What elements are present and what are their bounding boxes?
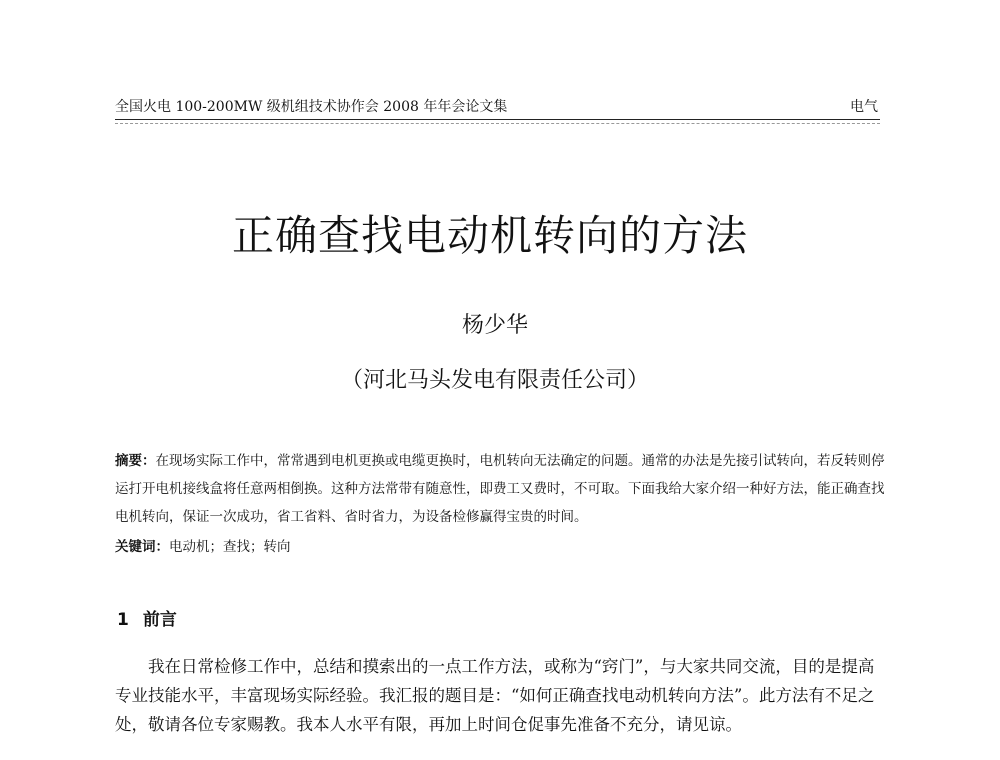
section-body-paragraph: 我在日常检修工作中，总结和摸索出的一点工作方法，或称为“窍门”，与大家共同交流，目的是提高专业技能水平，丰富现场实际经验。我汇报的题目是：“如何正确查找电动机转向方法”。此方法有不足之处，敬请各位专家赐教。我本人水平有限，再加上时间仓促事先准备不充分，请见谅。: [115, 657, 875, 734]
running-header: [115, 95, 880, 120]
abstract-block: [115, 447, 885, 531]
abstract-label: 摘要：: [115, 453, 156, 469]
paper-title: 正确查找电动机转向的方法: [231, 211, 748, 260]
section-title: 前言: [142, 610, 177, 630]
keywords-block: [115, 533, 885, 561]
paper-affiliation: （河北马头发电有限责任公司）: [340, 368, 649, 393]
header-divider: [115, 123, 880, 124]
section-number: 1: [117, 610, 129, 630]
keywords-label: 关键词：: [115, 539, 169, 555]
keywords-text: 电动机；查找；转向: [169, 539, 291, 555]
header-proceedings-title: 全国火电 100-200MW 级机组技术协作会 2008 年年会论文集: [115, 99, 508, 115]
section-heading: [117, 608, 177, 632]
abstract-text: 在现场实际工作中，常常遇到电机更换或电缆更换时，电机转向无法确定的问题。通常的办法是先接引试转向，若反转则停运打开电机接线盒将任意两相倒换。这种方法常带有随意性，即费工又费时，不可取。下面我给大家介绍一种好方法，能正确查找电机转向，保证一次成功，省工省料、省时省力，为设备检修赢得宝贵的时间。: [115, 453, 885, 525]
paper-author: 杨少华: [461, 313, 528, 338]
header-category: 电气: [850, 99, 878, 115]
